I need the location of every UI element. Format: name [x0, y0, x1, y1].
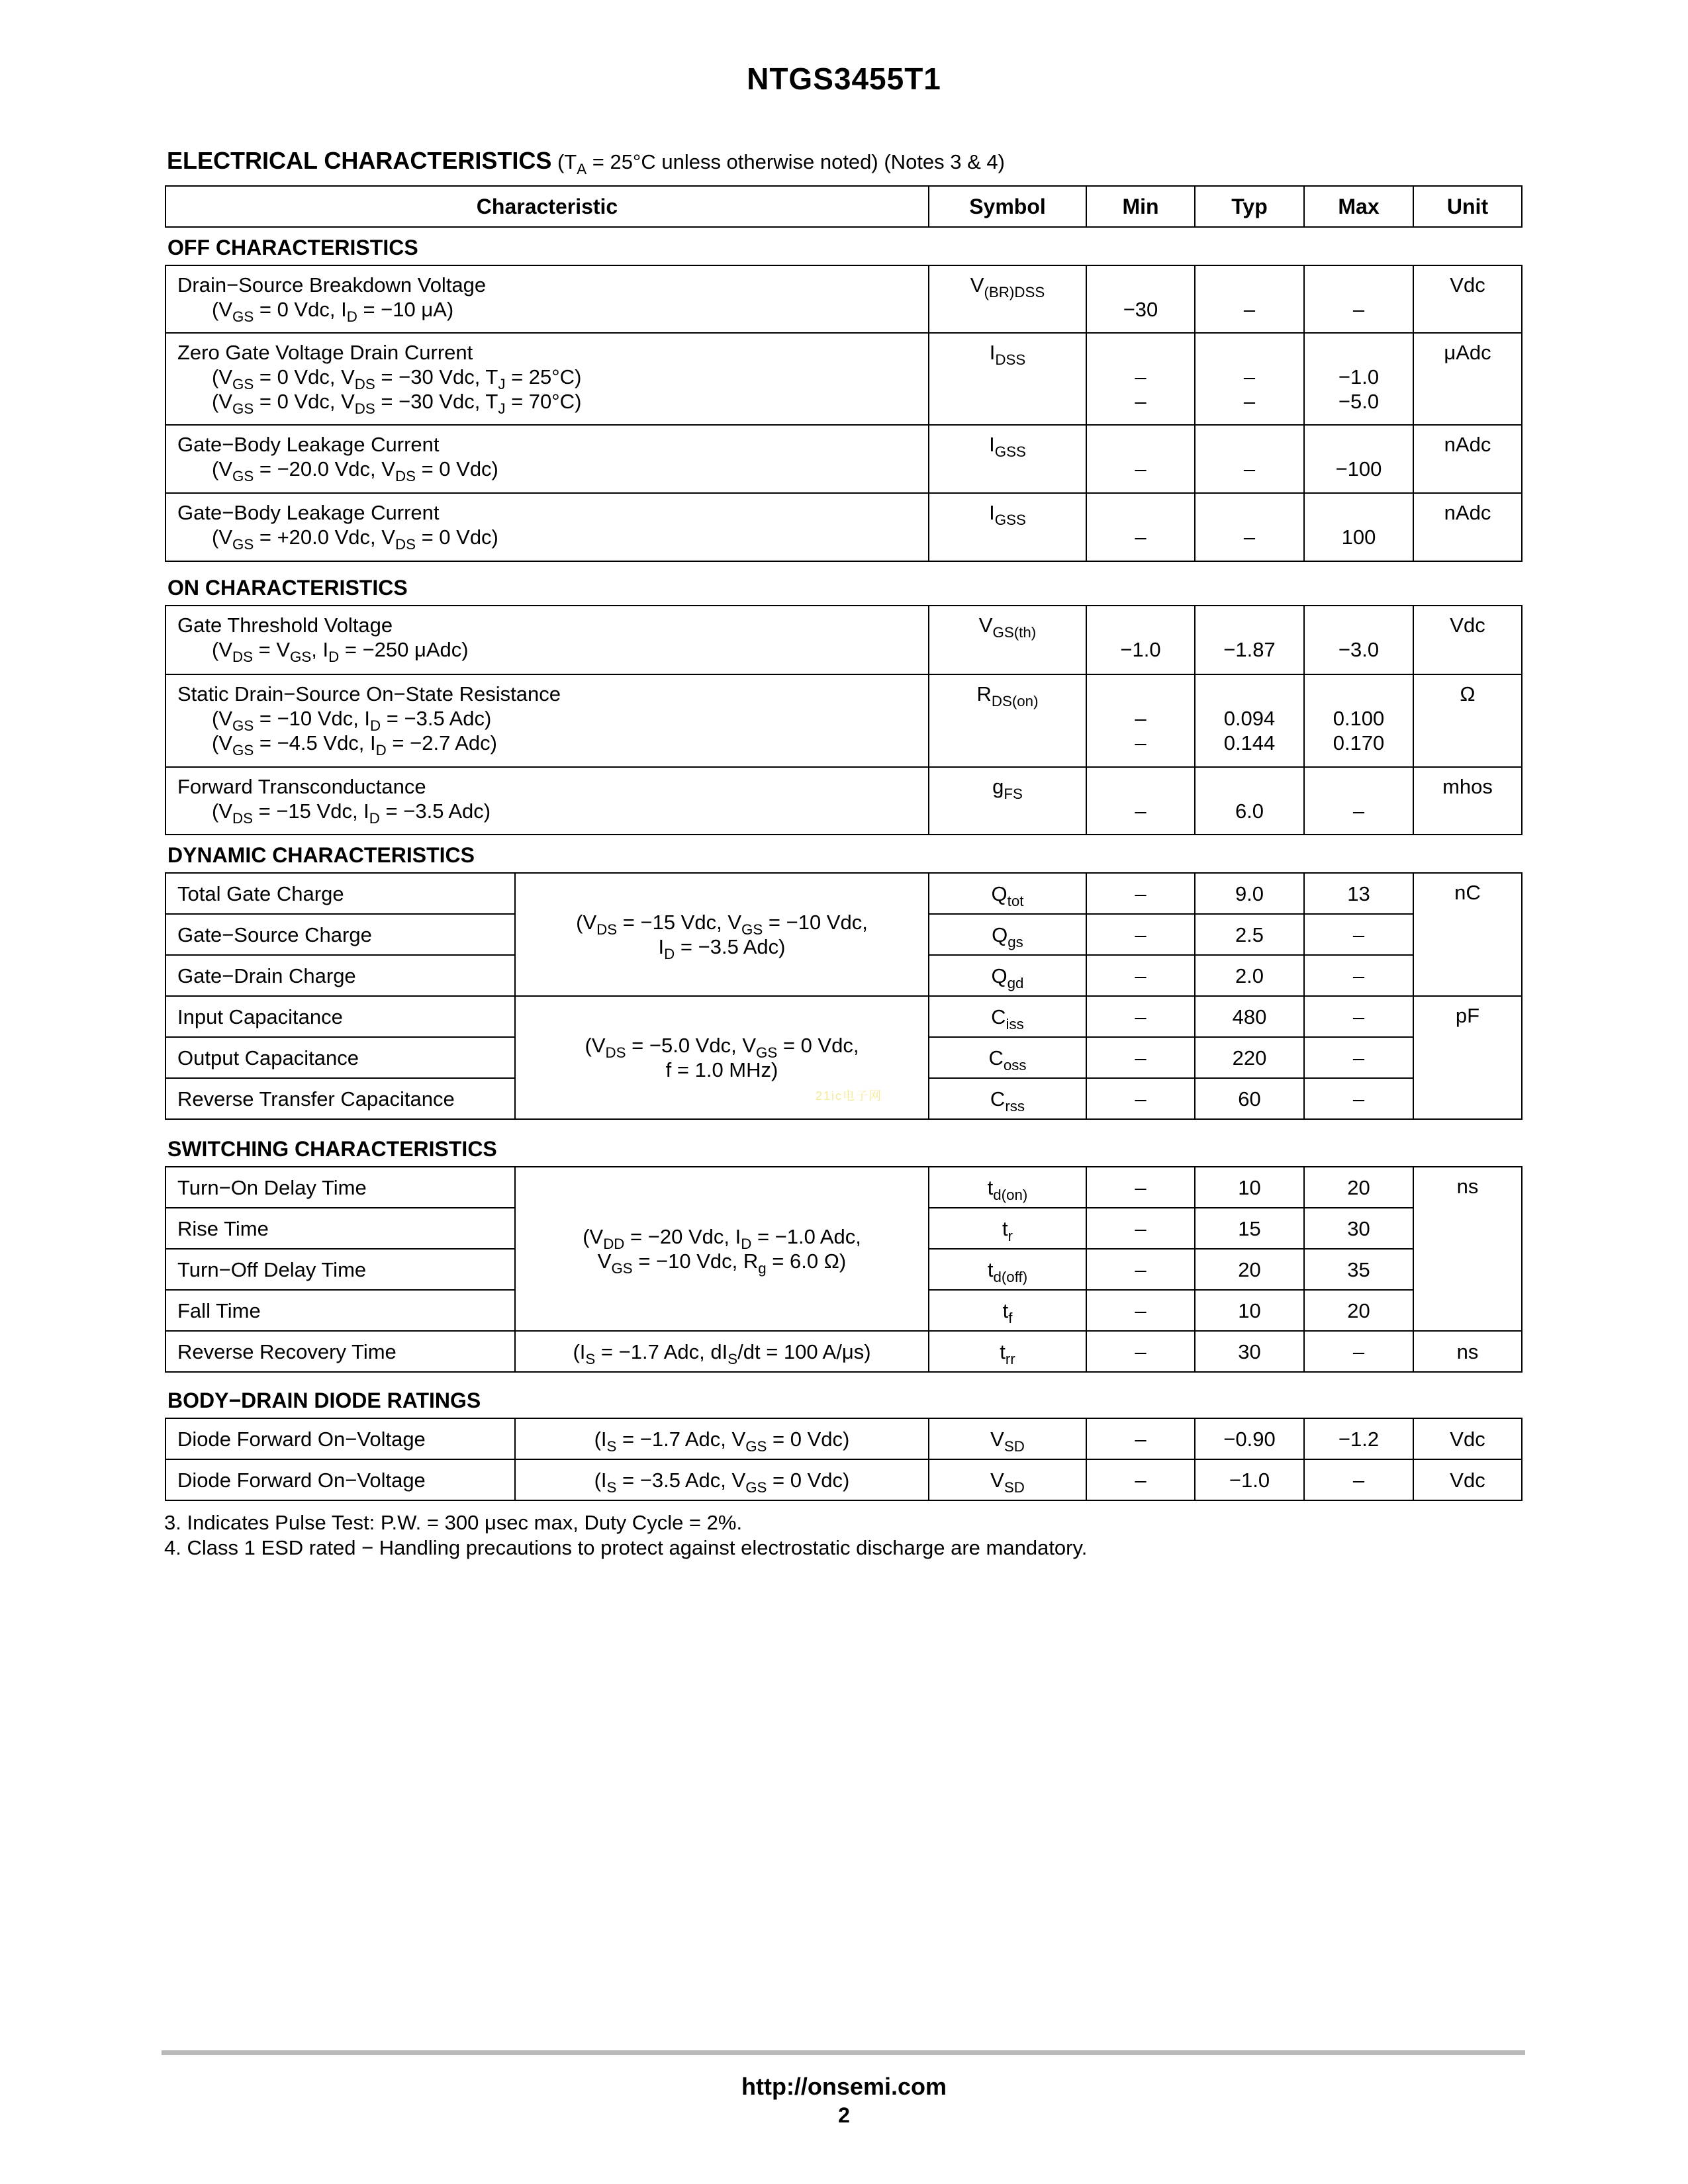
- characteristic-name: Gate−Drain Charge: [165, 955, 515, 996]
- test-condition: ($I_S = -1.7$ Adc, $dI_S/dt = 100$ A/μs): [515, 1331, 929, 1372]
- test-condition: ($V_{DS} = V_{GS}$, $I_D = -250$ μAdc): [212, 638, 469, 665]
- typ-cell: 480: [1195, 996, 1304, 1037]
- test-condition: ($V_{GS} = 0$ Vdc, $I_D = -10$ μA): [212, 298, 454, 325]
- test-condition: ($V_{DS} = -15$ Vdc, $V_{GS} = -10$ Vdc, $I_D = -3.5$ Adc): [515, 873, 929, 996]
- min-cell: –: [1086, 1167, 1195, 1208]
- min-cell: –: [1086, 955, 1195, 996]
- min-cell: –: [1086, 1037, 1195, 1078]
- symbol-cell: $g_{FS}$: [929, 767, 1086, 835]
- table-row: [165, 265, 1522, 333]
- unit-cell: ns: [1413, 1167, 1522, 1331]
- unit-cell: μAdc: [1413, 333, 1522, 425]
- min-cell: –: [1086, 1459, 1195, 1500]
- test-condition: ($V_{DS} = -5.0$ Vdc, $V_{GS} = 0$ Vdc, f = 1.0 MHz): [515, 996, 929, 1119]
- body-diode-table: [165, 1418, 1523, 1501]
- unit-cell: Vdc: [1413, 1459, 1522, 1500]
- section-label-body-diode: BODY−DRAIN DIODE RATINGS: [167, 1388, 481, 1412]
- table-row: [165, 493, 1522, 561]
- header-min: Min: [1086, 186, 1195, 227]
- max-cell: 20: [1304, 1290, 1413, 1331]
- max-cell: –: [1304, 1078, 1413, 1119]
- table-row: [165, 1167, 1522, 1208]
- symbol-cell: $t_r$: [929, 1208, 1086, 1249]
- typ-cell: −1.0: [1195, 1459, 1304, 1500]
- min-cell: –: [1086, 873, 1195, 914]
- max-cell: −1.0 −5.0: [1304, 333, 1413, 425]
- typ-cell: −1.87: [1195, 606, 1304, 674]
- unit-cell: nAdc: [1413, 493, 1522, 561]
- footnotes: [164, 1510, 1087, 1561]
- min-cell: –: [1086, 1290, 1195, 1331]
- test-condition: ($V_{DS} = -15$ Vdc, $I_D = -3.5$ Adc): [212, 799, 491, 827]
- symbol-cell: $Q_{gd}$: [929, 955, 1086, 996]
- max-cell: 0.100 0.170: [1304, 674, 1413, 767]
- test-condition: ($V_{GS} = -4.5$ Vdc, $I_D = -2.7$ Adc): [212, 731, 497, 758]
- characteristic-name: Turn−On Delay Time: [165, 1167, 515, 1208]
- min-cell: –: [1086, 767, 1195, 835]
- table-row: [165, 606, 1522, 674]
- watermark: 21ic电子网: [816, 1089, 883, 1103]
- table-row: [165, 996, 1522, 1037]
- table-header: [165, 185, 1523, 228]
- characteristic-name: Diode Forward On−Voltage: [165, 1459, 515, 1500]
- typ-cell: 60: [1195, 1078, 1304, 1119]
- min-cell: −30: [1086, 265, 1195, 333]
- max-cell: –: [1304, 1331, 1413, 1372]
- footer-url-link[interactable]: http://onsemi.com: [741, 2073, 947, 2100]
- symbol-cell: $I_{DSS}$: [929, 333, 1086, 425]
- characteristic-name: Fall Time: [165, 1290, 515, 1331]
- heading-conditions: ($T_A = 25^\circ C$ unless otherwise noted) (Notes 3 & 4): [557, 150, 1005, 177]
- test-condition: ($V_{GS} = 0$ Vdc, $V_{DS} = -30$ Vdc, $T_J = 25^\circ C$): [212, 365, 582, 392]
- symbol-cell: $C_{rss}$: [929, 1078, 1086, 1119]
- min-cell: –: [1086, 1208, 1195, 1249]
- typ-cell: 2.0: [1195, 955, 1304, 996]
- unit-cell: nC: [1413, 873, 1522, 996]
- min-cell: – –: [1086, 333, 1195, 425]
- page-title: NTGS3455T1: [747, 62, 941, 96]
- max-cell: −1.2: [1304, 1418, 1413, 1459]
- symbol-cell: $t_{d(on)}$: [929, 1167, 1086, 1208]
- characteristic-name: Turn−Off Delay Time: [165, 1249, 515, 1290]
- test-condition: ($V_{GS} = 0$ Vdc, $V_{DS} = -30$ Vdc, $T_J = 70^\circ C$): [212, 390, 582, 417]
- max-cell: –: [1304, 955, 1413, 996]
- symbol-cell: $I_{GSS}$: [929, 425, 1086, 493]
- test-condition: ($V_{GS} = -20.0$ Vdc, $V_{DS} = 0$ Vdc): [212, 457, 498, 484]
- characteristic-name: Output Capacitance: [165, 1037, 515, 1078]
- characteristic-name: Gate−Body Leakage Current: [177, 433, 440, 456]
- table-row: [165, 1459, 1522, 1500]
- max-cell: 100: [1304, 493, 1413, 561]
- section-label-switching: SWITCHING CHARACTERISTICS: [167, 1137, 497, 1161]
- max-cell: 35: [1304, 1249, 1413, 1290]
- table-row: [165, 674, 1522, 767]
- min-cell: – –: [1086, 674, 1195, 767]
- footer-divider: [162, 2050, 1525, 2055]
- typ-cell: 6.0: [1195, 767, 1304, 835]
- characteristic-cell: [165, 674, 929, 767]
- symbol-cell: $C_{oss}$: [929, 1037, 1086, 1078]
- page-number: 2: [838, 2103, 850, 2127]
- characteristic-name: Reverse Transfer Capacitance: [165, 1078, 515, 1119]
- max-cell: −3.0: [1304, 606, 1413, 674]
- min-cell: –: [1086, 914, 1195, 955]
- unit-cell: mhos: [1413, 767, 1522, 835]
- characteristic-name: Reverse Recovery Time: [165, 1331, 515, 1372]
- symbol-cell: $C_{iss}$: [929, 996, 1086, 1037]
- characteristic-name: Zero Gate Voltage Drain Current: [177, 341, 473, 364]
- symbol-cell: $I_{GSS}$: [929, 493, 1086, 561]
- min-cell: –: [1086, 1418, 1195, 1459]
- test-condition: ($V_{DD} = -20$ Vdc, $I_D = -1.0$ Adc, $V_{GS} = -10$ Vdc, $R_g = 6.0$ Ω): [515, 1167, 929, 1331]
- section-label-dynamic: DYNAMIC CHARACTERISTICS: [167, 843, 475, 867]
- characteristic-cell: [165, 333, 929, 425]
- characteristic-name: Input Capacitance: [165, 996, 515, 1037]
- symbol-cell: $V_{(BR)DSS}$: [929, 265, 1086, 333]
- test-condition: ($I_S = -1.7$ Adc, $V_{GS} = 0$ Vdc): [515, 1418, 929, 1459]
- unit-cell: Ω: [1413, 674, 1522, 767]
- typ-cell: 10: [1195, 1290, 1304, 1331]
- symbol-cell: $V_{GS(th)}$: [929, 606, 1086, 674]
- on-characteristics-table: [165, 605, 1523, 835]
- characteristic-name: Forward Transconductance: [177, 775, 426, 798]
- max-cell: 13: [1304, 873, 1413, 914]
- characteristic-name: Static Drain−Source On−State Resistance: [177, 682, 561, 705]
- min-cell: –: [1086, 425, 1195, 493]
- characteristic-cell: [165, 767, 929, 835]
- table-row: [165, 1331, 1522, 1372]
- test-condition: ($V_{GS} = +20.0$ Vdc, $V_{DS} = 0$ Vdc): [212, 525, 498, 553]
- characteristic-name: Gate Threshold Voltage: [177, 614, 393, 637]
- footnote: 4. Class 1 ESD rated − Handling precautions to protect against electrostatic discharge are mandatory.: [164, 1536, 1088, 1559]
- header-symbol: Symbol: [929, 186, 1086, 227]
- footnote: 3. Indicates Pulse Test: P.W. = 300 μsec max, Duty Cycle = 2%.: [164, 1511, 743, 1534]
- max-cell: –: [1304, 1037, 1413, 1078]
- max-cell: –: [1304, 1459, 1413, 1500]
- header-unit: Unit: [1413, 186, 1522, 227]
- symbol-cell: $Q_{tot}$: [929, 873, 1086, 914]
- typ-cell: 30: [1195, 1331, 1304, 1372]
- test-condition: ($V_{GS} = -10$ Vdc, $I_D = -3.5$ Adc): [212, 707, 492, 734]
- characteristic-cell: [165, 606, 929, 674]
- max-cell: –: [1304, 914, 1413, 955]
- min-cell: –: [1086, 1331, 1195, 1372]
- max-cell: 20: [1304, 1167, 1413, 1208]
- symbol-cell: $R_{DS(on)}$: [929, 674, 1086, 767]
- symbol-cell: $V_{SD}$: [929, 1459, 1086, 1500]
- characteristic-name: Diode Forward On−Voltage: [165, 1418, 515, 1459]
- typ-cell: 2.5: [1195, 914, 1304, 955]
- switching-characteristics-table: [165, 1166, 1523, 1373]
- symbol-cell: $t_{rr}$: [929, 1331, 1086, 1372]
- typ-cell: –: [1195, 493, 1304, 561]
- typ-cell: 15: [1195, 1208, 1304, 1249]
- typ-cell: −0.90: [1195, 1418, 1304, 1459]
- unit-cell: ns: [1413, 1331, 1522, 1372]
- min-cell: –: [1086, 996, 1195, 1037]
- unit-cell: Vdc: [1413, 606, 1522, 674]
- header-typ: Typ: [1195, 186, 1304, 227]
- typ-cell: –: [1195, 265, 1304, 333]
- min-cell: –: [1086, 1249, 1195, 1290]
- typ-cell: 20: [1195, 1249, 1304, 1290]
- dynamic-characteristics-table: [165, 872, 1523, 1120]
- typ-cell: 0.094 0.144: [1195, 674, 1304, 767]
- off-characteristics-table: [165, 265, 1523, 562]
- typ-cell: –: [1195, 425, 1304, 493]
- section-label-on: ON CHARACTERISTICS: [167, 576, 408, 600]
- header-characteristic: Characteristic: [165, 186, 929, 227]
- max-cell: –: [1304, 265, 1413, 333]
- characteristic-name: Gate−Body Leakage Current: [177, 501, 440, 524]
- characteristic-name: Drain−Source Breakdown Voltage: [177, 273, 487, 296]
- max-cell: 30: [1304, 1208, 1413, 1249]
- section-label-off: OFF CHARACTERISTICS: [167, 236, 418, 259]
- heading-title: ELECTRICAL CHARACTERISTICS: [167, 147, 552, 174]
- characteristic-name: Gate−Source Charge: [165, 914, 515, 955]
- symbol-cell: $t_f$: [929, 1290, 1086, 1331]
- typ-cell: 9.0: [1195, 873, 1304, 914]
- table-row: [165, 425, 1522, 493]
- characteristic-cell: [165, 493, 929, 561]
- symbol-cell: $Q_{gs}$: [929, 914, 1086, 955]
- symbol-cell: $t_{d(off)}$: [929, 1249, 1086, 1290]
- min-cell: –: [1086, 493, 1195, 561]
- test-condition: ($I_S = -3.5$ Adc, $V_{GS} = 0$ Vdc): [515, 1459, 929, 1500]
- min-cell: −1.0: [1086, 606, 1195, 674]
- min-cell: –: [1086, 1078, 1195, 1119]
- unit-cell: Vdc: [1413, 265, 1522, 333]
- characteristic-name: Total Gate Charge: [165, 873, 515, 914]
- max-cell: −100: [1304, 425, 1413, 493]
- typ-cell: 10: [1195, 1167, 1304, 1208]
- unit-cell: Vdc: [1413, 1418, 1522, 1459]
- typ-cell: 220: [1195, 1037, 1304, 1078]
- max-cell: –: [1304, 767, 1413, 835]
- header-max: Max: [1304, 186, 1413, 227]
- table-row: [165, 873, 1522, 914]
- table-row: [165, 333, 1522, 425]
- max-cell: –: [1304, 996, 1413, 1037]
- characteristic-cell: [165, 425, 929, 493]
- characteristic-cell: [165, 265, 929, 333]
- table-row: [165, 767, 1522, 835]
- unit-cell: pF: [1413, 996, 1522, 1119]
- characteristic-name: Rise Time: [165, 1208, 515, 1249]
- table-row: [165, 1418, 1522, 1459]
- unit-cell: nAdc: [1413, 425, 1522, 493]
- symbol-cell: $V_{SD}$: [929, 1418, 1086, 1459]
- section-heading: [167, 147, 1005, 175]
- typ-cell: – –: [1195, 333, 1304, 425]
